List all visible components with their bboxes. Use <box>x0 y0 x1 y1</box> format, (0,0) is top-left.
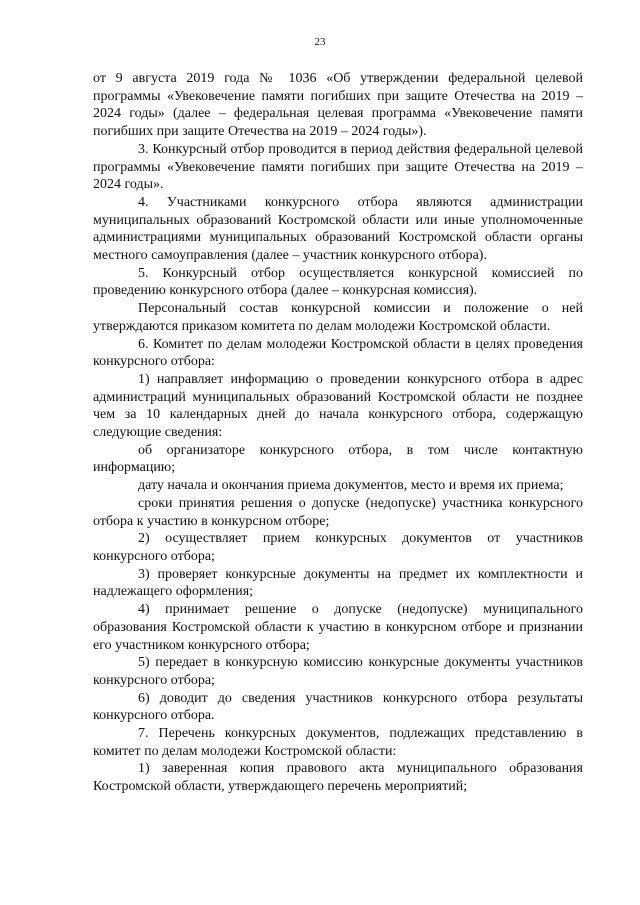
paragraph: от 9 августа 2019 года № 1036 «Об утверждении федеральной целевой программы «Увековечение памяти погибших при защите Отечества на 2019 – 2024 годы» (далее – федеральная целевая программа «Увековечение памяти погибших при защите Отечества на 2019 – 2024 годы»). <box>93 71 583 140</box>
paragraph: 2) осуществляет прием конкурсных документов от участников конкурсного отбора; <box>93 531 583 564</box>
paragraph: 4) принимает решение о допуске (недопуске) муниципального образования Костромской области к участию в конкурсном отборе и признании его участником конкурсного отбора; <box>93 602 583 653</box>
paragraph: 1) направляет информацию о проведении конкурсного отбора в адрес администраций муниципальных образований Костромской области не позднее чем за 10 календарных дней до начала конкурсного отбора, содержащую следующие сведения: <box>93 371 583 441</box>
paragraph: 7. Перечень конкурсных документов, подлежащих представлению в комитет по делам молодежи Костромской области: <box>93 726 583 759</box>
page-number: 23 <box>314 36 326 48</box>
paragraph: 1) заверенная копия правового акта муниципального образования Костромской области, утверждающего перечень мероприятий; <box>93 761 583 795</box>
paragraph: 5. Конкурсный отбор осуществляется конкурсной комиссией по проведению конкурсного отбора (далее – конкурсная комиссия). <box>93 265 583 299</box>
paragraph: 5) передает в конкурсную комиссию конкурсные документы участников конкурсного отбора; <box>93 655 583 688</box>
paragraph: об организаторе конкурсного отбора, в том числе контактную информацию; <box>93 442 583 476</box>
paragraph: 6) доводит до сведения участников конкурсного отбора результаты конкурсного отбора. <box>93 690 583 724</box>
paragraph: дату начала и окончания приема документов, место и время их приема; <box>138 478 564 494</box>
paragraph: 4. Участниками конкурсного отбора являются администрации муниципальных образований Костромской области или иные уполномоченные администрациями муниципальных образований Костромской области органы местного самоуправления (далее – участник конкурсного отбора). <box>93 194 583 264</box>
paragraph: 6. Комитет по делам молодежи Костромской области в целях проведения конкурсного отбора: <box>93 336 583 370</box>
paragraph: 3) проверяет конкурсные документы на предмет их комплектности и надлежащего оформления; <box>93 566 583 600</box>
paragraph: сроки принятия решения о допуске (недопуске) участника конкурсного отбора к участию в конкурсном отборе; <box>93 495 583 529</box>
paragraph: 3. Конкурсный отбор проводится в период действия федеральной целевой программы «Увековечение памяти погибших при защите Отечества на 2019 – 2024 годы». <box>93 141 583 193</box>
document-body <box>93 70 583 796</box>
paragraph: Персональный состав конкурсной комиссии и положение о ней утверждаются приказом комитета по делам молодежи Костромской области. <box>93 301 583 334</box>
